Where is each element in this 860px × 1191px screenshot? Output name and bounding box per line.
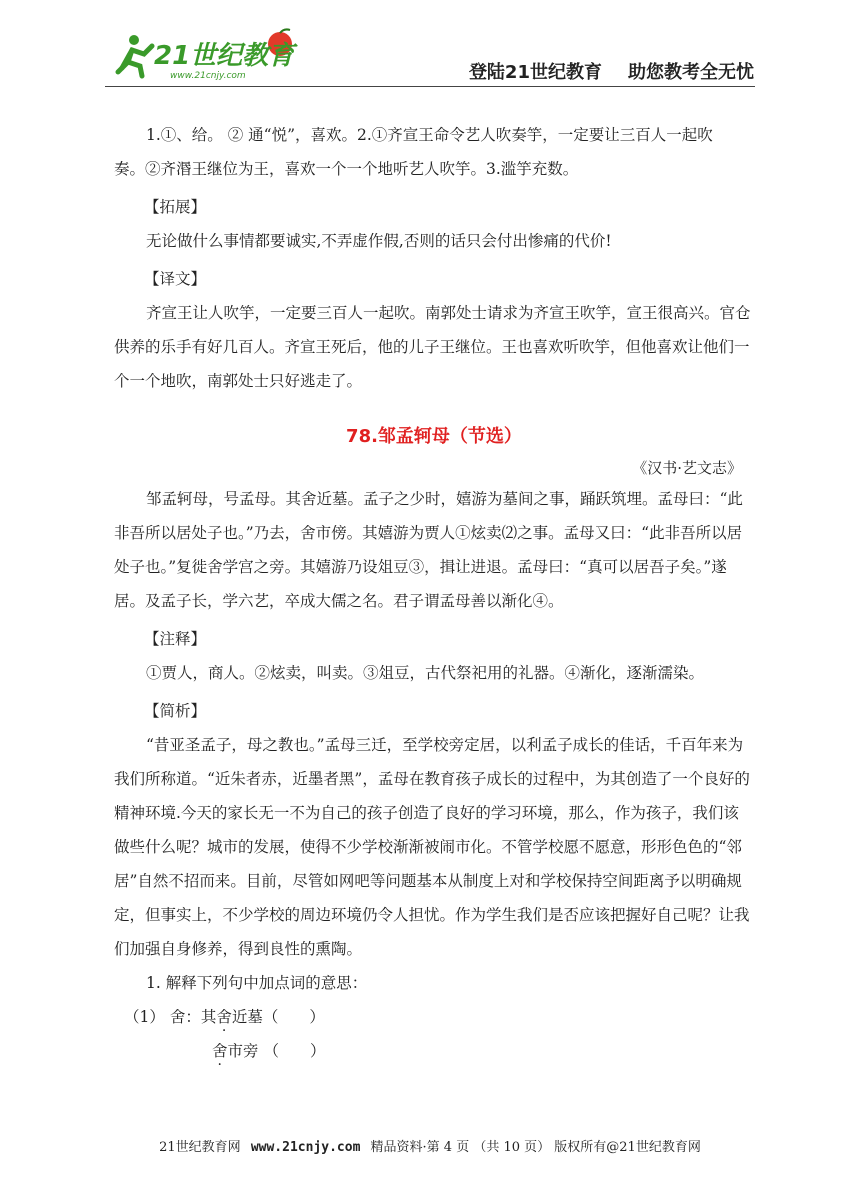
item-number: （1） xyxy=(124,1008,165,1026)
header-slogan xyxy=(469,58,754,84)
original-text: 邹孟轲母，号孟母。其舍近墓。孟子之少时，嬉游为墓间之事，踊跃筑埋。孟母曰：“此非吾所以居处子也。”乃去，舍市傍。其嬉游为贾人①炫卖⑵之事。孟母又曰：“此非吾所以居处子也。”复徙舍学宫之旁。其嬉游乃设俎豆③，揖让进退。孟母曰：“真可以居吾子矣。”遂居。及孟子长，学六艺，卒成大儒之名。君子谓孟母善以渐化④。 xyxy=(114,490,743,610)
question-1-item-1-sub xyxy=(114,1034,754,1068)
notes-text: ①贾人，商人。②炫卖，叫卖。③俎豆，古代祭祀用的礼器。④渐化，逐渐濡染。 xyxy=(146,664,705,682)
page-footer xyxy=(0,1136,860,1155)
answers-line-2: 奏。②齐湣王继位为王，喜欢一个一个地听艺人吹竽。3.滥竽充数。 xyxy=(114,160,579,178)
translation-text: 齐宣王让人吹竽，一定要三百人一起吹。南郭处士请求为齐宣王吹竽，宣王很高兴。官仓供养的乐手有好几百人。齐宣王死后，他的儿子王继位。王也喜欢听吹竽，但他喜欢让他们一个一个地吹，南郭处士只好逃走了。 xyxy=(114,304,751,390)
site-logo xyxy=(112,28,312,83)
answers-line-1: 1.①、给。 ② 通“悦”，喜欢。2.①齐宣王命令艺人吹奏竽，一定要让三百人一起吹 xyxy=(146,126,713,144)
svg-text:www.21cnjy.com: www.21cnjy.com xyxy=(170,71,246,81)
header-divider xyxy=(105,86,755,87)
slogan-left: 登陆21世纪教育 xyxy=(468,62,602,83)
footer-url[interactable]: www.21cnjy.com xyxy=(250,1140,361,1155)
footer-site: 21世纪教育网 xyxy=(159,1140,241,1155)
notes-heading: 【注释】 xyxy=(144,630,207,648)
footer-info: 精品资料·第 4 页 （共 10 页） 版权所有@21世纪教育网 xyxy=(370,1140,701,1155)
slogan-right: 助您教考全无忧 xyxy=(628,62,754,83)
dotted-word: 舍 xyxy=(216,1008,232,1026)
dotted-word: 舍 xyxy=(212,1042,228,1060)
expand-text: 无论做什么事情都要诚实,不弄虚作假,否则的话只会付出惨痛的代价! xyxy=(146,232,612,250)
item-rest: 近墓（ ） xyxy=(231,1008,325,1026)
item-label: 舍：其 xyxy=(169,1008,217,1026)
question-1-item-1 xyxy=(114,1000,754,1034)
document-body xyxy=(114,118,754,1068)
section-title: 78.邹孟轲母（节选） xyxy=(346,426,522,447)
translation-heading: 【译文】 xyxy=(144,270,207,288)
analysis-heading: 【简析】 xyxy=(144,702,207,720)
page-header xyxy=(0,0,860,92)
item-rest: 市旁 （ ） xyxy=(227,1042,326,1060)
source-citation: 《汉书·艺文志》 xyxy=(632,459,742,477)
svg-text:21世纪教育: 21世纪教育 xyxy=(154,41,295,71)
analysis-text: “昔亚圣孟子，母之教也。”孟母三迁，至学校旁定居，以利孟子成长的佳话，千百年来为我们所称道。“近朱者赤，近墨者黑”，孟母在教育孩子成长的过程中，为其创造了一个良好的精神环境.今天的家长无一不为自己的孩子创造了良好的学习环境，那么，作为孩子，我们该做些什么呢？城市的发展，使得不少学校渐渐被闹市化。不管学校愿不愿意，形形色色的“邻居”自然不招而来。目前，尽管如网吧等问题基本从制度上对和学校保持空间距离予以明确规定，但事实上，不少学校的周边环境仍令人担忧。作为学生我们是否应该把握好自己呢？让我们加强自身修养，得到良性的熏陶。 xyxy=(114,736,750,958)
expand-heading: 【拓展】 xyxy=(144,198,207,216)
question-1: 1. 解释下列句中加点词的意思： xyxy=(146,974,368,992)
